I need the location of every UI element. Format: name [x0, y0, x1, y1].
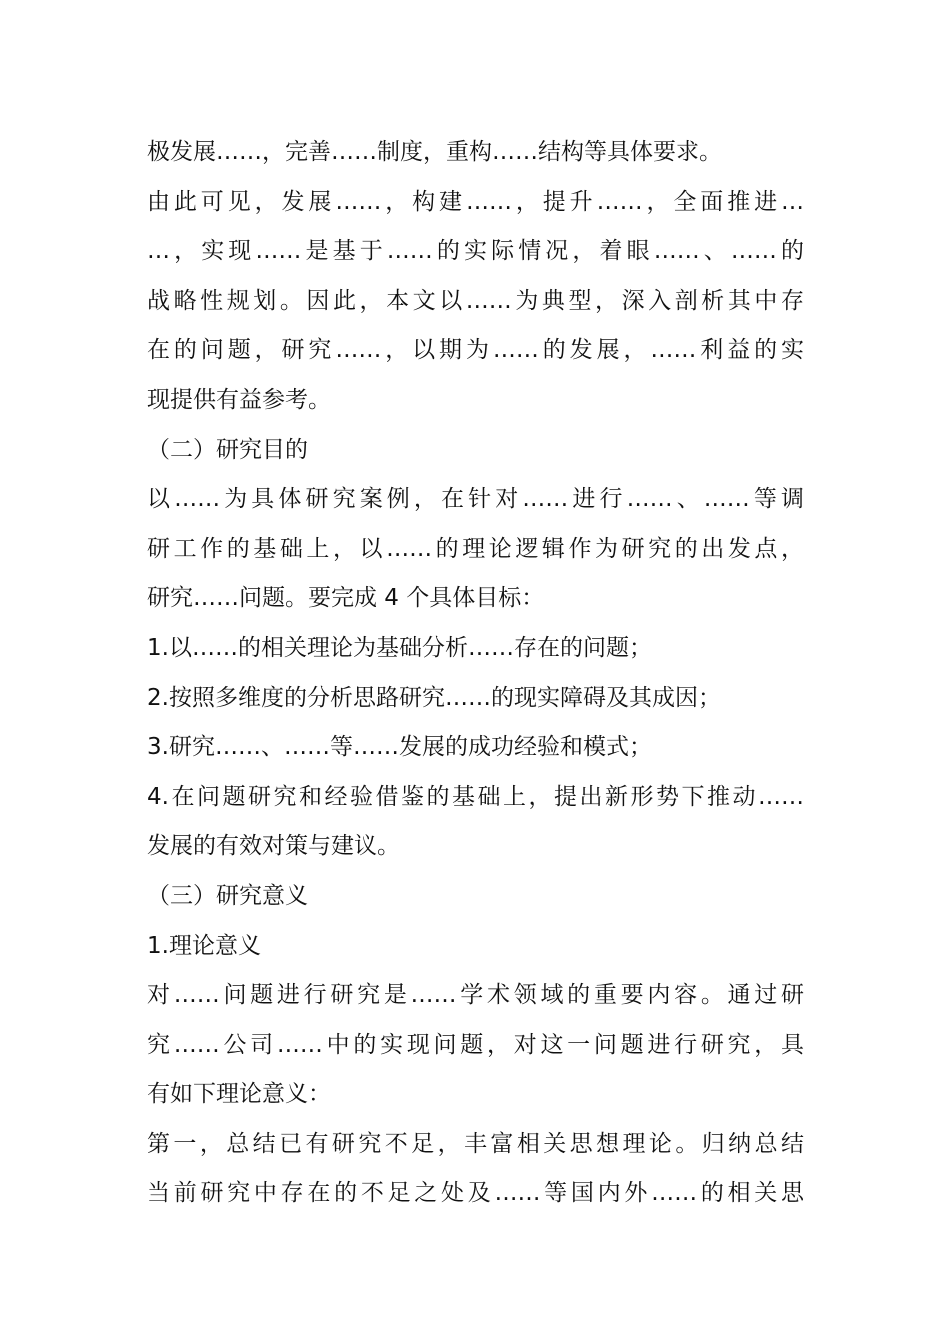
text-line: 在的问题，研究……，以期为……的发展，……利益的实 [147, 337, 804, 364]
text-line: 发展的有效对策与建议。 [147, 833, 400, 860]
text-line: 极发展……，完善……制度，重构……结构等具体要求。 [147, 139, 722, 165]
text-line: 1.理论意义 [147, 932, 261, 959]
text-line: 研究……问题。要完成 4 个具体目标： [147, 585, 545, 612]
text-line: 战略性规划。因此，本文以……为典型，深入剖析其中存 [147, 287, 804, 314]
text-line: （三）研究意义 [147, 882, 308, 909]
text-line: 对……问题进行研究是……学术领域的重要内容。通过研 [147, 982, 804, 1009]
text-line: …，实现……是基于……的实际情况，着眼……、……的 [147, 238, 804, 265]
text-line: 1.以……的相关理论为基础分析……存在的问题； [147, 634, 652, 661]
text-line: 研工作的基础上，以……的理论逻辑作为研究的出发点， [147, 535, 804, 562]
text-line: 由此可见，发展……，构建……，提升……，全面推进… [147, 188, 804, 215]
text-line: 3.研究……、……等……发展的成功经验和模式； [147, 734, 652, 761]
text-line: （二）研究目的 [147, 436, 308, 463]
document-page [147, 128, 804, 1219]
text-line: 以……为具体研究案例，在针对……进行……、……等调 [147, 486, 804, 513]
text-line: 第一，总结已有研究不足，丰富相关思想理论。归纳总结 [147, 1130, 804, 1157]
text-line: 现提供有益参考。 [147, 386, 331, 413]
text-line: 4.在问题研究和经验借鉴的基础上，提出新形势下推动…… [147, 783, 804, 810]
text-line: 当前研究中存在的不足之处及……等国内外……的相关思 [147, 1180, 804, 1207]
text-line: 有如下理论意义： [147, 1081, 331, 1108]
text-line: 究……公司……中的实现问题，对这一问题进行研究，具 [147, 1031, 804, 1058]
text-line: 2.按照多维度的分析思路研究……的现实障碍及其成因； [147, 684, 721, 711]
